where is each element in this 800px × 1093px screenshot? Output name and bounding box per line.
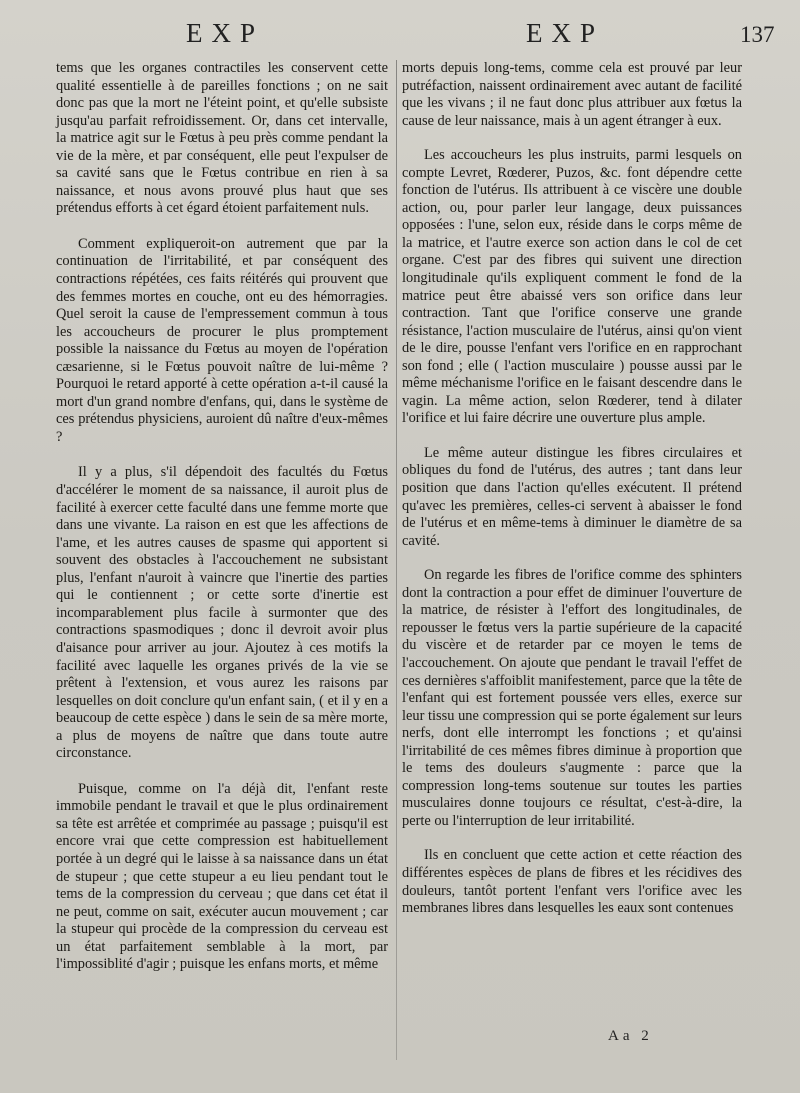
paragraph: morts depuis long-tems, comme cela est prouvé par leur putréfaction, naissent ordinairement avec autant de facilité que les vivans ; il ne faut donc plus attribuer aux fœtus la cause de leur naissance, mais à un agent étranger à eux. (402, 60, 742, 129)
signature-mark: Aa 2 (608, 1028, 653, 1044)
column-divider (396, 60, 397, 1060)
page-number: 137 (740, 22, 775, 47)
paragraph: Puisque, comme on l'a déjà dit, l'enfant reste immobile pendant le travail et que le plus ordinairement sa tête est arrêtée et comprimée au passage ; puisqu'il est encore vrai que cette compression est habituellement portée à un degré qui le laisse à sa naissance dans un état de stupeur ; que cette stupeur a eu lieu pendant tout le tems de la compression du cerveau ; que dans cet état il ne peut, comme on sait, exécuter aucun mouvement ; car la stupeur qui procède de la compression du cerveau est un état parfaitement semblable à la mort, par l'impossiblité d'agir ; puisque les enfans morts, et même (56, 780, 388, 973)
paragraph: tems que les organes contractiles les conservent cette qualité essentielle à de pareilles fonctions ; on ne sait donc pas que la mort ne l'éteint point, et qu'elle subsiste jusqu'au parfait refroidissement. Or, dans cet intervalle, la matrice agit sur le Fœtus à peu près comme pendant la vie de la mère, et par conséquent, elle peut l'expulser de sa cavité sans que le Fœtus contribue en rien à sa naissance, et nous avons prouvé plus haut que ses prétendus efforts à cet égard étoient parfaitement nuls. (56, 60, 388, 217)
paragraph: Comment expliqueroit-on autrement que par la continuation de l'irritabilité, et par conséquent des contractions répétées, ces faits réitérés qui prouvent que des femmes mortes en couche, ont eu des hémorragies. Quel seroit la cause de l'empressement commun à tous les accoucheurs de procurer le plus promptement possible la naissance du Fœtus au moyen de l'opération cæsarienne, si le Fœtus pouvoit naître de lui-même ? Pourquoi le retard apporté à cette opération a-t-il causé la mort d'un grand nombre d'enfans, qui, dans le système de ces prétendus physiciens, auroient dû naître d'eux-mêmes ? (56, 235, 388, 445)
running-header (0, 18, 800, 54)
running-head-right: EXP (526, 18, 605, 48)
paragraph: Les accoucheurs les plus instruits, parmi lesquels on compte Levret, Rœderer, Puzos, &c. font dépendre cette fonction de l'utérus. Ils attribuent à ce viscère une double action, ou, pour parler leur langage, deux puissances opposées : l'une, selon eux, réside dans le corps même de la matrice, et l'autre exerce son action dans le col de cet organe. C'est par des fibres qui suivent une direction longitudinale qu'ils expliquent comment le fond de la matrice peut être abaissé vers son orifice dans leur contraction. Tant que l'orifice conserve une grande résistance, l'action musculaire de l'utérus, ainsi qu'on vient de le dire, pousse l'enfant vers l'orifice en en rapprochant son fond ; elle ( l'action musculaire ) pousse aussi par le même méchanisme l'orifice en le faisant descendre dans le vagin. La même action, selon Rœderer, tend à dilater l'orifice et lui faire décrire une ouverture plus ample. (402, 147, 742, 427)
running-head-left: EXP (186, 18, 265, 48)
paragraph: On regarde les fibres de l'orifice comme des sphinters dont la contraction a pour effet de diminuer l'ouverture de la matrice, de résister à l'effort des longitudinales, de repousser le fœtus vers la partie supérieure de la capacité du viscère et de retarder par ce moyen le tems de l'accouchement. On ajoute que pendant le travail l'effet de ces dernières s'affoiblit manifestement, parce que la tête de l'enfant qui est fortement poussée vers elles, exerce sur leur tissu une compression qui se porte également sur leurs nerfs, dont elle interrompt les fonctions ; et qu'ainsi l'irritabilité de ces mêmes fibres diminue à proportion que le tems des douleurs s'augmente : parce que la compression long-tems soutenue sur toutes les parties musculaires donne toujours ce résultat, c'est-à-dire, la perte ou l'interruption de leur irritabilité. (402, 567, 742, 829)
left-column (56, 60, 388, 974)
paragraph: Le même auteur distingue les fibres circulaires et obliques du fond de l'utérus, des autres ; tant dans leur position que dans l'action qu'elles exécutent. Il prétend qu'avec les premières, celles-ci servent à abaisser le fond de l'utérus et en même-tems à diminuer le diamètre de sa cavité. (402, 444, 742, 549)
paragraph: Il y a plus, s'il dépendoit des facultés du Fœtus d'accélérer le moment de sa naissance, il auroit plus de facilité à exercer cette faculté dans une femme morte que dans une vivante. La raison en est que les affections de l'ame, et les autres causes de spasme qui apportent si souvent des obstacles à l'accouchement ne subsistant plus, l'enfant n'auroit à vaincre que l'inertie des parties qui le contiennent ; or cette sorte d'inertie est incomparablement plus facile à surmonter que des contractions spasmodiques ; donc il devroit avoir plus d'aisance pour arriver au jour. Ajoutez à ces motifs la facilité avec laquelle les organes privés de la vie se prêtent à l'extension, et vous aurez les raisons par lesquelles on doit conclure qu'un enfant sain, ( et il y en a beaucoup de cette espèce ) dans le sein de sa mère morte, a plus de moyens de naître que dans toute autre circonstance. (56, 464, 388, 762)
paragraph: Ils en concluent que cette action et cette réaction des différentes espèces de plans de fibres et les récidives des douleurs, tantôt portent l'enfant vers l'orifice avec les membranes libres dans lesquelles les eaux sont contenues (402, 847, 742, 917)
right-column (402, 60, 742, 918)
